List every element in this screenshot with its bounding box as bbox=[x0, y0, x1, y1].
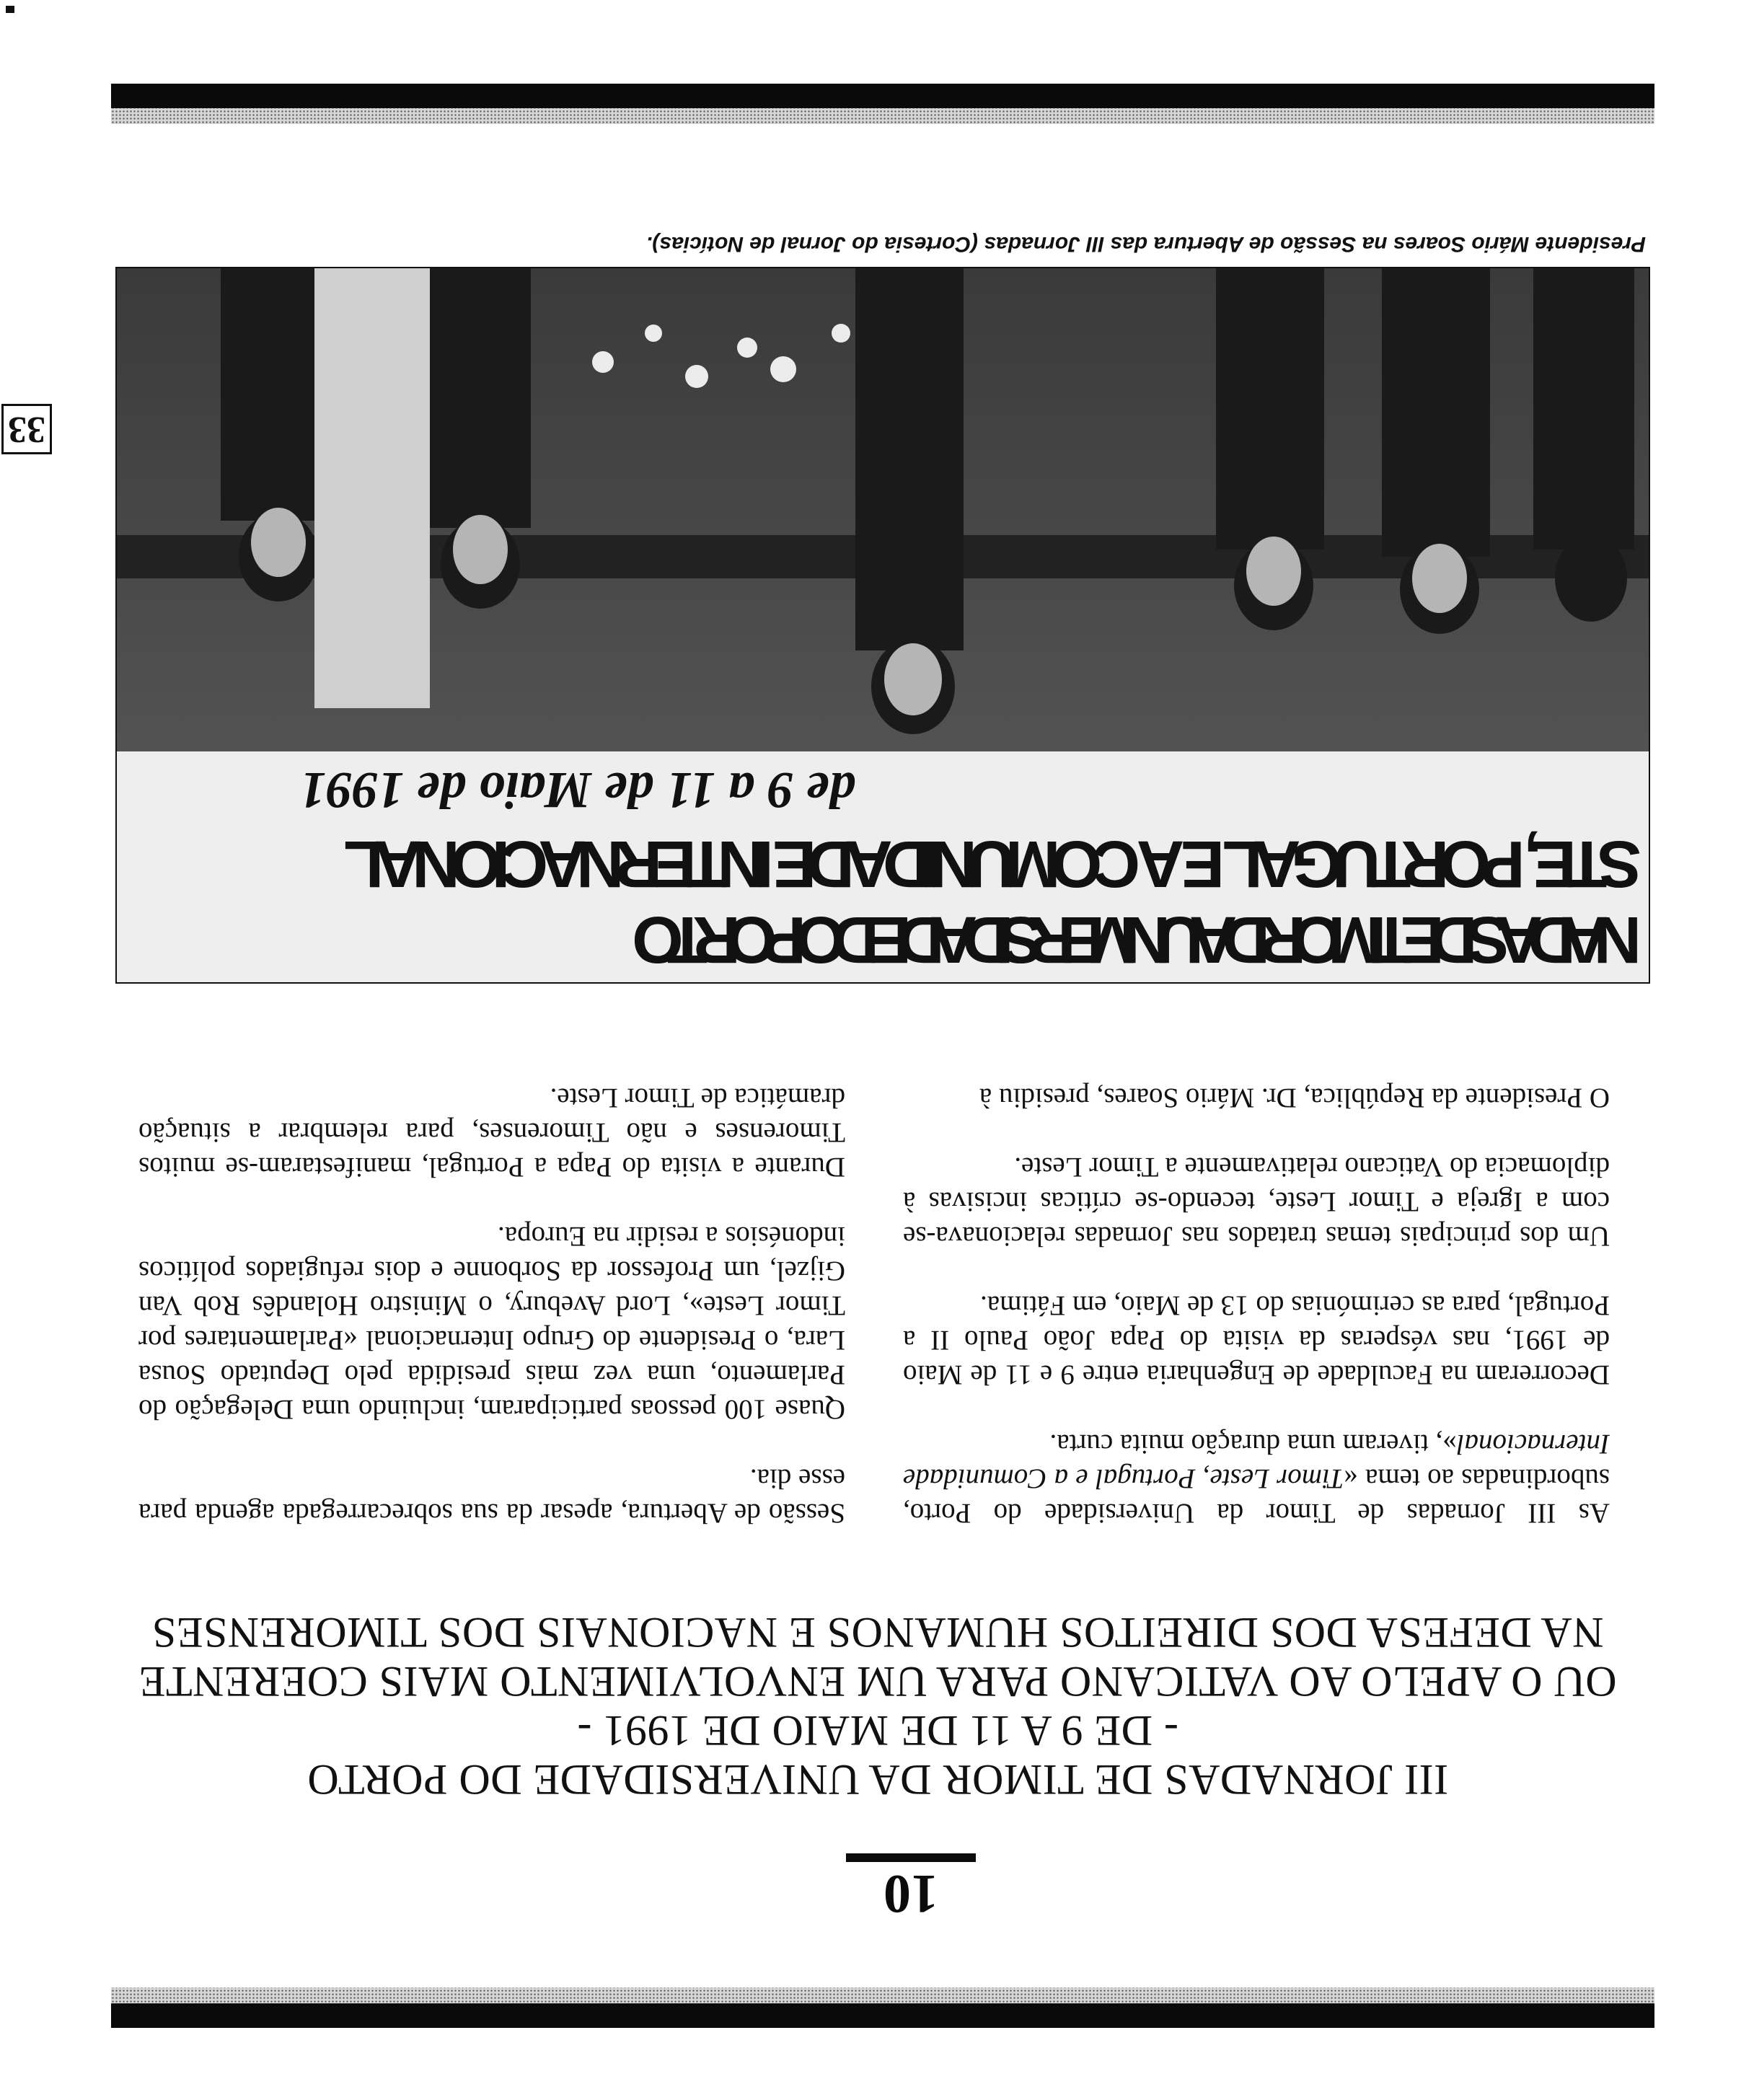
headline-line-2: - DE 9 A 11 DE MAIO DE 1991 - bbox=[577, 1707, 1178, 1755]
top-thick-rule bbox=[111, 2003, 1654, 2028]
paragraph: O Presidente da República, Dr. Mário Soares, presidiu à bbox=[979, 1082, 1610, 1113]
body-column-right bbox=[138, 1046, 845, 1530]
paragraph: Quase 100 pessoas participaram, incluindo uma Delegação do Parlamento, uma vez mais presidida pelo Deputado Sousa Lara, o Presidente do Grupo Internacional «Parlamentares por Timor Leste», Lord Avebury, o Ministro Holandês Rob Van Gijzel, um Professor da Sorbonne e dois refugiados políticos indonésios a residir na Europa. bbox=[138, 1221, 845, 1425]
paragraph bbox=[903, 1426, 1610, 1530]
top-dotted-rule bbox=[111, 1988, 1654, 2003]
headline-line-3: OU O APELO AO VATICANO PARA UM ENVOLVIMENTO MAIS COERENTE bbox=[138, 1658, 1617, 1706]
paragraph: Decorreram na Faculdade de Engenharia entre 9 e 11 de Maio de 1991, nas vésperas da visita do Papa João Paulo II a Portugal, para as cerimónias do 13 de Maio, em Fátima. bbox=[903, 1290, 1610, 1390]
paragraph-text: As III Jornadas de Timor da Universidade do Porto, subordinadas ao tema « bbox=[903, 1463, 1610, 1529]
paragraph: Sessão de Abertura, apesar da sua sobrecarregada agenda para esse dia. bbox=[138, 1463, 845, 1529]
banner-text-line-3: de 9 a 11 de Maio de 1991 bbox=[300, 762, 855, 819]
article-headline bbox=[138, 1608, 1617, 1804]
bottom-dotted-rule bbox=[111, 108, 1654, 124]
corner-mark bbox=[6, 6, 14, 13]
photo-illustration bbox=[117, 268, 1649, 982]
paragraph: Durante a visita do Papa a Portugal, manifestaram-se muitos Timorenses e não Timorenses, para relembrar a situação dramática de Timor Leste. bbox=[138, 1082, 845, 1183]
bottom-thick-rule bbox=[111, 84, 1654, 108]
podium bbox=[314, 268, 430, 708]
page-number: 10 bbox=[883, 1863, 938, 1924]
paragraph-text: », tiveram uma duração muita curta. bbox=[1049, 1429, 1457, 1460]
paragraph-italic-text: Timor Leste, Portugal e a Comunidade Internacional bbox=[903, 1429, 1610, 1494]
banner-text-line-2: STE, PORTUGAL E A COMUNIDADE INTERNACIONAL bbox=[343, 827, 1641, 901]
paragraph: Um dos principais temas tratados nas Jornadas relacionava-se com a Igreja e Timor Leste, tecendo-se críticas incisivas à diplomacia do Vaticano relativamente a Timor Leste. bbox=[903, 1152, 1610, 1252]
page-number-underline bbox=[846, 1853, 976, 1862]
margin-page-stamp: 33 bbox=[1, 404, 52, 454]
page-number-block bbox=[846, 1853, 976, 1924]
event-photo bbox=[115, 267, 1650, 984]
banner-text-line-1: NADAS DE TIMOR DA UNIVERSIDADE DO PORTO bbox=[632, 903, 1641, 976]
body-column-left bbox=[903, 1046, 1610, 1530]
headline-line-4: NA DEFESA DOS DIREITOS HUMANOS E NACIONAIS DOS TIMORENSES bbox=[151, 1609, 1604, 1656]
headline-line-1: III JORNADAS DE TIMOR DA UNIVERSIDADE DO PORTO bbox=[307, 1756, 1449, 1804]
photo-caption: Presidente Mário Soares na Sessão de Abertura das III Jornadas (Cortesia do Jornal de Notícias). bbox=[645, 232, 1646, 256]
